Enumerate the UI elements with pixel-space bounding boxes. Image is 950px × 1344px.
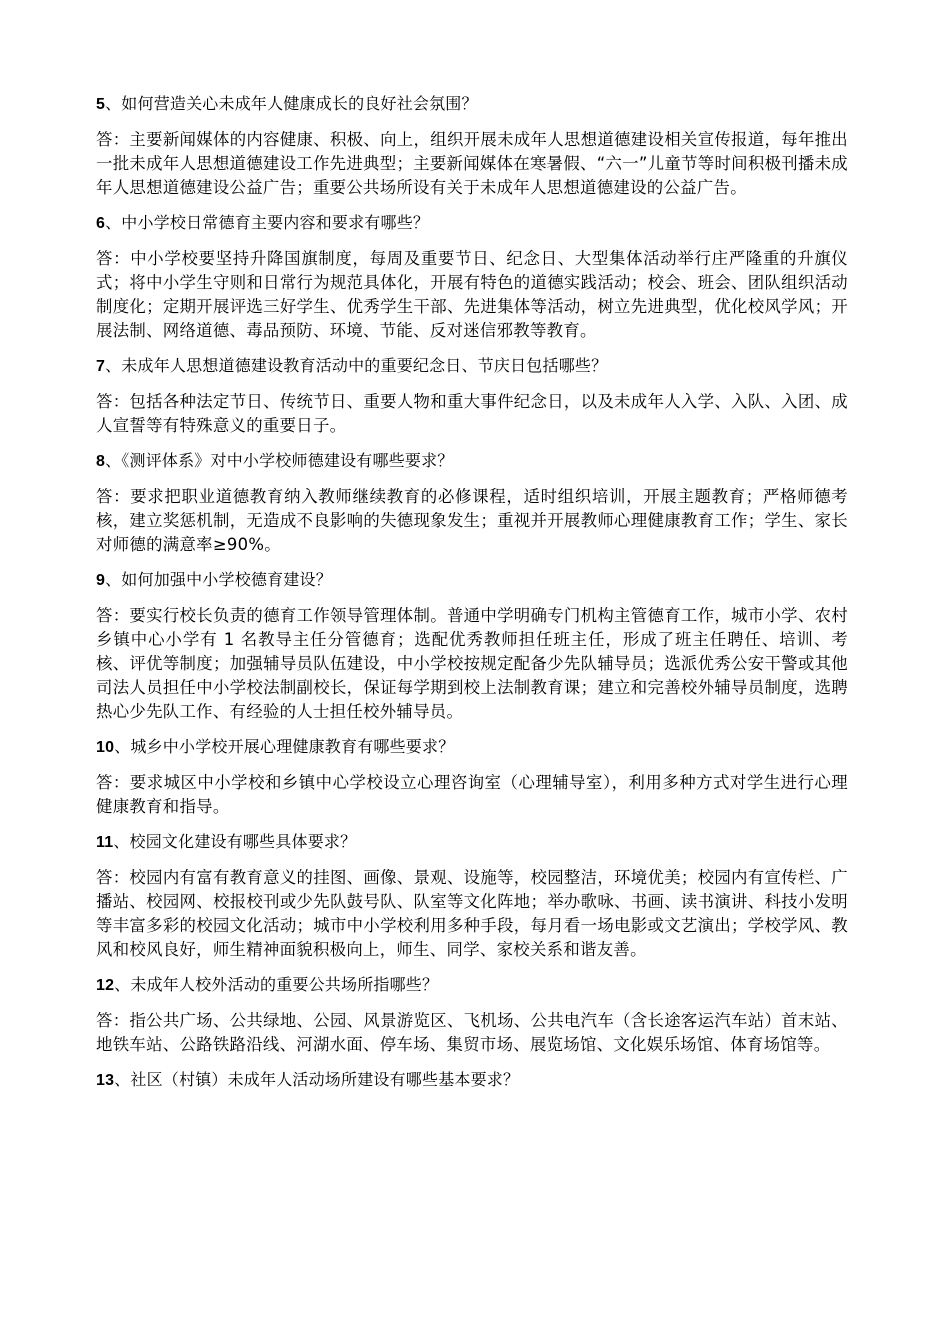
question-number: 10 xyxy=(96,739,115,756)
question-text: 、如何加强中小学校德育建设？ xyxy=(105,570,332,589)
answer-12: 答：指公共广场、公共绿地、公园、风景游览区、飞机场、公共电汽车（含长途客运汽车站）首末站、地铁车站、公路铁路沿线、河湖水面、停车场、集贸市场、展览场馆、文化娱乐场馆、体育场馆等。 xyxy=(96,1011,848,1054)
question-9 xyxy=(96,569,848,592)
qa-item-12 xyxy=(96,974,848,1057)
question-13 xyxy=(96,1069,848,1092)
question-7 xyxy=(96,355,848,378)
question-11 xyxy=(96,831,848,854)
answer-7: 答：包括各种法定节日、传统节日、重要人物和重大事件纪念日，以及未成年人入学、入队、入团、成人宣誓等有特殊意义的重要日子。 xyxy=(96,392,848,435)
question-number: 9 xyxy=(96,572,106,589)
answer-11: 答：校园内有富有教育意义的挂图、画像、景观、设施等，校园整洁，环境优美；校园内有宣传栏、广播站、校园网、校报校刊或少先队鼓号队、队室等文化阵地；举办歌咏、书画、读书演讲、科技小发明等丰富多彩的校园文化活动；城市中小学校利用多种手段，每月看一场电影或文艺演出；学校学风、教风和校风良好，师生精神面貌积极向上，师生、同学、家校关系和谐友善。 xyxy=(96,868,848,959)
answer-9: 答：要实行校长负责的德育工作领导管理体制。普通中学明确专门机构主管德育工作，城市小学、农村乡镇中心小学有 1 名教导主任分管德育；选配优秀教师担任班主任，形成了班主任聘任、培训、考核、评优等制度；加强辅导员队伍建设，中小学校按规定配备少先队辅导员；选派优秀公安干警或其他司法人员担任中小学校法制副校长，保证每学期到校上法制教育课；建立和完善校外辅导员制度，选聘热心少先队工作、有经验的人士担任校外辅导员。 xyxy=(96,606,848,721)
question-text: 、如何营造关心未成年人健康成长的良好社会氛围？ xyxy=(105,94,478,113)
qa-item-9 xyxy=(96,569,848,724)
qa-item-11 xyxy=(96,831,848,962)
question-10 xyxy=(96,736,848,759)
qa-item-13 xyxy=(96,1069,848,1092)
question-number: 13 xyxy=(96,1072,115,1089)
question-6 xyxy=(96,212,848,235)
question-8 xyxy=(96,450,848,473)
qa-item-6 xyxy=(96,212,848,343)
question-text: 、《测评体系》对中小学校师德建设有哪些要求？ xyxy=(105,451,454,470)
question-12 xyxy=(96,974,848,997)
qa-item-10 xyxy=(96,736,848,819)
question-number: 12 xyxy=(96,977,115,994)
answer-10: 答：要求城区中小学校和乡镇中心学校设立心理咨询室（心理辅导室），利用多种方式对学生进行心理健康教育和指导。 xyxy=(96,773,848,816)
document-page xyxy=(96,93,848,1104)
answer-5: 答：主要新闻媒体的内容健康、积极、向上，组织开展未成年人思想道德建设相关宣传报道，每年推出一批未成年人思想道德建设工作先进典型；主要新闻媒体在寒暑假、“六一”儿童节等时间积极刊播未成年人思想道德建设公益广告；重要公共场所设有关于未成年人思想道德建设的公益广告。 xyxy=(96,130,848,197)
qa-item-5 xyxy=(96,93,848,200)
answer-6: 答：中小学校要坚持升降国旗制度，每周及重要节日、纪念日、大型集体活动举行庄严隆重的升旗仪式；将中小学生守则和日常行为规范具体化，开展有特色的道德实践活动；校会、班会、团队组织活动制度化；定期开展评选三好学生、优秀学生干部、先进集体等活动，树立先进典型，优化校风学风；开展法制、网络道德、毒品预防、环境、节能、反对迷信邪教等教育。 xyxy=(96,249,848,340)
question-number: 8 xyxy=(96,453,106,470)
question-text: 、校园文化建设有哪些具体要求？ xyxy=(113,832,357,851)
question-5 xyxy=(96,93,848,116)
question-number: 11 xyxy=(96,834,114,851)
question-number: 6 xyxy=(96,215,106,232)
answer-8: 答：要求把职业道德教育纳入教师继续教育的必修课程，适时组织培训，开展主题教育；严格师德考核，建立奖惩机制，无造成不良影响的失德现象发生；重视并开展教师心理健康教育工作；学生、家长对师德的满意率≥90%。 xyxy=(96,487,848,554)
question-number: 7 xyxy=(96,358,106,375)
question-text: 、未成年人思想道德建设教育活动中的重要纪念日、节庆日包括哪些？ xyxy=(105,356,608,375)
question-text: 、中小学校日常德育主要内容和要求有哪些？ xyxy=(105,213,430,232)
question-text: 、未成年人校外活动的重要公共场所指哪些？ xyxy=(114,975,439,994)
qa-item-7 xyxy=(96,355,848,438)
question-text: 、社区（村镇）未成年人活动场所建设有哪些基本要求？ xyxy=(114,1070,520,1089)
qa-item-8 xyxy=(96,450,848,557)
question-text: 、城乡中小学校开展心理健康教育有哪些要求？ xyxy=(114,737,455,756)
question-number: 5 xyxy=(96,96,106,113)
